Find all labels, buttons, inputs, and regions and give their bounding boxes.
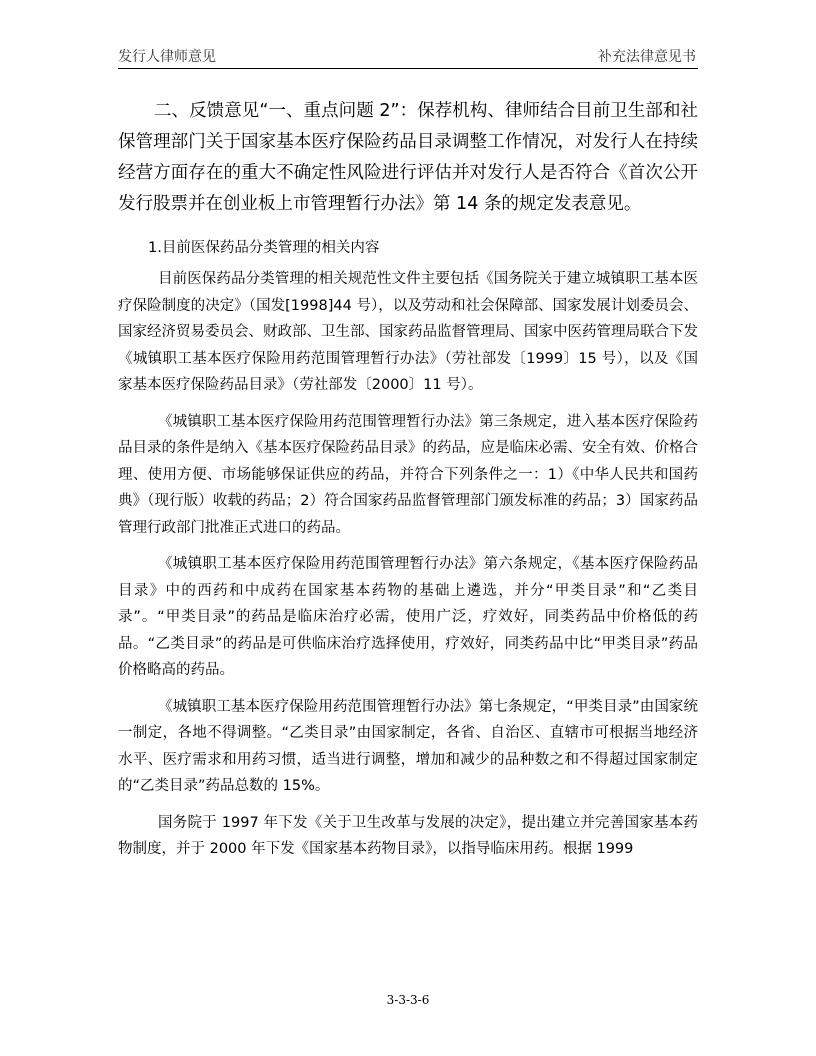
page-number: 3-3-3-6 <box>386 993 430 1007</box>
paragraph: 《城镇职工基本医疗保险用药范围管理暂行办法》第七条规定，“甲类目录”由国家统一制定，各地不得调整。“乙类目录”由国家制定，各省、自治区、直辖市可根据当地经济水平、医疗需求和用药习惯，适当进行调整，增加和减少的品种数之和不得超过国家制定的“乙类目录”药品总数的 15%。 <box>118 698 698 794</box>
section-heading: 二、反馈意见“一、重点问题 2”：保荐机构、律师结合目前卫生部和社保管理部门关于国家基本医疗保险药品目录调整工作情况，对发行人在持续经营方面存在的重大不确定性风险进行评估并对发行人是否符合《首次公开发行股票并在创业板上市管理暂行办法》第 14 条的规定发表意见。 <box>118 101 698 214</box>
paragraph: 《城镇职工基本医疗保险用药范围管理暂行办法》第六条规定，《基本医疗保险药品目录》中的西药和中成药在国家基本药物的基础上遴选，并分“甲类目录”和“乙类目录”。“甲类目录”的药品是临床治疗必需，使用广泛，疗效好，同类药品中价格低的药品。“乙类目录”的药品是可供临床治疗选择使用，疗效好，同类药品中比“甲类目录”药品价格略高的药品。 <box>118 556 698 678</box>
paragraph: 目前医保药品分类管理的相关规范性文件主要包括《国务院关于建立城镇职工基本医疗保险制度的决定》（国发[1998]44 号），以及劳动和社会保障部、国家发展计划委员会、国家经济贸易委员会、财政部、卫生部、国家药品监督管理局、国家中医药管理局联合下发《城镇职工基本医疗保险用药范围管理暂行办法》（劳社部发〔1999〕15 号），以及《国家基本医疗保险药品目录》（劳社部发〔2000〕11 号）。 <box>118 271 698 393</box>
document-body <box>118 96 698 873</box>
header-left-title: 发行人律师意见 <box>118 49 216 65</box>
page-header <box>118 48 698 69</box>
subsection-title: 1.目前医保药品分类管理的相关内容 <box>148 240 380 256</box>
paragraph: 国务院于 1997 年下发《关于卫生改革与发展的决定》，提出建立并完善国家基本药物制度，并于 2000 年下发《国家基本药物目录》，以指导临床用药。根据 1999 <box>118 814 698 857</box>
paragraph: 《城镇职工基本医疗保险用药范围管理暂行办法》第三条规定，进入基本医疗保险药品目录的条件是纳入《基本医疗保险药品目录》的药品，应是临床必需、安全有效、价格合理、使用方便、市场能够保证供应的药品，并符合下列条件之一：1）《中华人民共和国药典》（现行版）收载的药品；2）符合国家药品监督管理部门颁发标准的药品；3）国家药品管理行政部门批准正式进口的药品。 <box>118 413 698 536</box>
header-right-title: 补充法律意见书 <box>598 49 696 65</box>
